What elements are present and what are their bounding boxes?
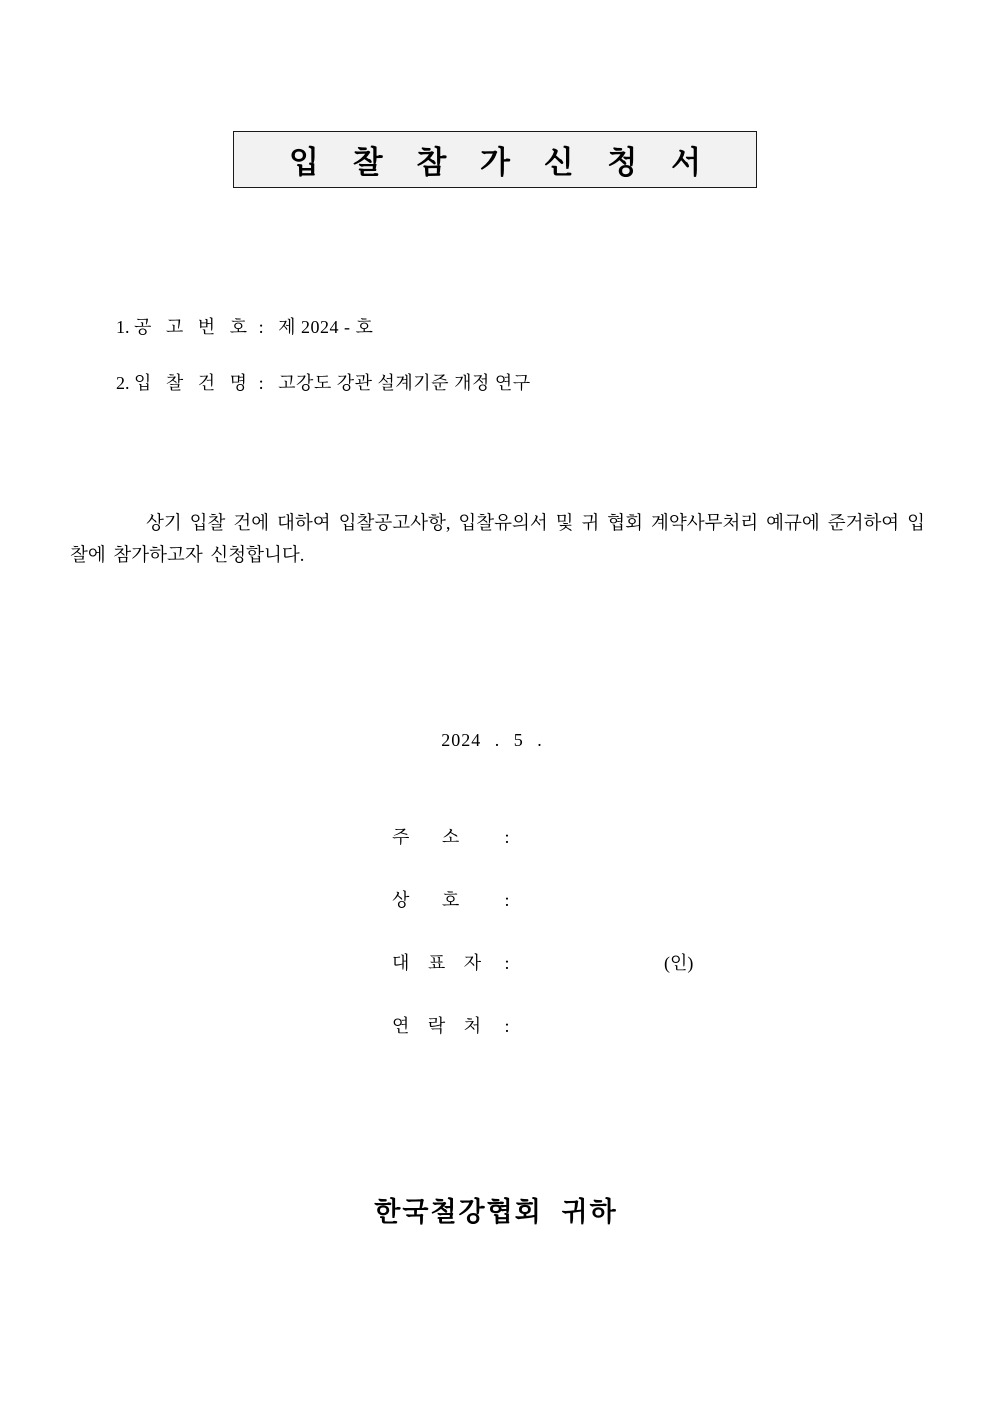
company-label: 상 호 bbox=[392, 890, 474, 910]
representative-seal-mark: (인) bbox=[664, 953, 694, 973]
field-1-label: 공 고 번 호 bbox=[134, 317, 253, 337]
field-1-number: 1. bbox=[116, 317, 130, 337]
signature-row-contact bbox=[392, 1012, 812, 1075]
address-label: 주 소 bbox=[392, 827, 474, 847]
representative-label: 대 표 자 bbox=[392, 953, 489, 973]
field-announcement-number bbox=[116, 318, 373, 336]
date-month: 5 bbox=[513, 730, 524, 750]
date-year: 2024 bbox=[441, 730, 482, 750]
signature-row-company bbox=[392, 886, 812, 949]
recipient-line: 한국철강협회 귀하 bbox=[374, 1197, 618, 1227]
representative-colon: : bbox=[504, 953, 510, 973]
field-1-value: 제 2024 - 호 bbox=[278, 317, 374, 337]
date-separator-1: . bbox=[494, 730, 501, 750]
date-line bbox=[0, 730, 992, 751]
field-bid-title bbox=[116, 374, 531, 392]
document-title: 입 찰 참 가 신 청 서 bbox=[288, 145, 715, 180]
signature-block bbox=[392, 823, 812, 1075]
date-separator-2: . bbox=[537, 730, 543, 750]
signature-row-address bbox=[392, 823, 812, 886]
contact-colon: : bbox=[504, 1016, 510, 1036]
field-1-colon: : bbox=[258, 317, 264, 337]
contact-label: 연 락 처 bbox=[392, 1016, 489, 1036]
document-title-box bbox=[233, 131, 757, 188]
field-2-label: 입 찰 건 명 bbox=[134, 373, 253, 393]
field-2-colon: : bbox=[258, 373, 264, 393]
signature-row-representative bbox=[392, 949, 812, 1012]
body-paragraph: 상기 입찰 건에 대하여 입찰공고사항, 입찰유의서 및 귀 협회 계약사무처리 예규에 준거하여 입찰에 참가하고자 신청합니다. bbox=[70, 514, 925, 567]
address-colon: : bbox=[504, 827, 510, 847]
field-2-number: 2. bbox=[116, 373, 130, 393]
company-colon: : bbox=[504, 890, 510, 910]
field-2-value: 고강도 강관 설계기준 개정 연구 bbox=[278, 373, 531, 393]
